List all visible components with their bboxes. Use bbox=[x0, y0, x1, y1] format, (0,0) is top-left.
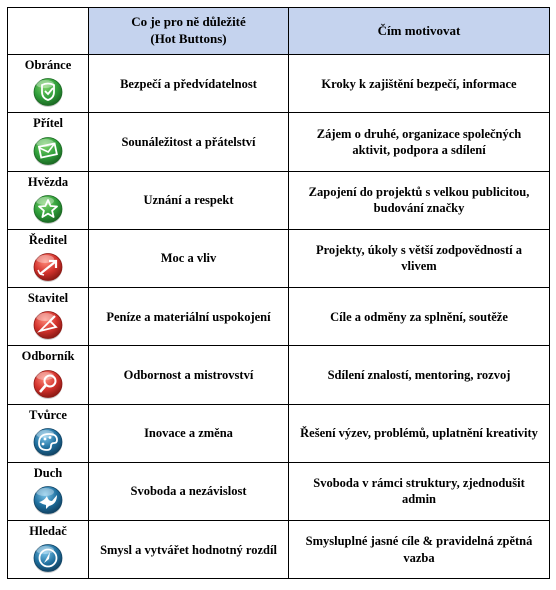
type-name: Odborník bbox=[21, 349, 75, 364]
hot-button-cell: Smysl a vytvářet hodnotný rozdíl bbox=[89, 521, 289, 579]
motivate-cell: Zapojení do projektů s velkou publicitou, budování značky bbox=[289, 171, 550, 229]
type-name: Přítel bbox=[33, 116, 63, 131]
table-row bbox=[8, 521, 550, 579]
motivate-cell: Cíle a odměny za splnění, soutěže bbox=[289, 288, 550, 346]
type-cell bbox=[8, 462, 89, 520]
motivate-cell: Svoboda v rámci struktury, zjednodušit admin bbox=[289, 462, 550, 520]
hot-button-cell: Peníze a materiální uspokojení bbox=[89, 288, 289, 346]
type-name: Duch bbox=[33, 465, 63, 480]
motivate-cell: Sdílení znalostí, mentoring, rozvoj bbox=[289, 346, 550, 404]
table-row bbox=[8, 55, 550, 113]
motivate-cell: Smysluplné jasné cíle & pravidelná zpětná vazba bbox=[289, 521, 550, 579]
hot-button-cell: Sounáležitost a přátelství bbox=[89, 113, 289, 171]
type-name: Hvězda bbox=[27, 174, 69, 189]
header-hot-buttons bbox=[89, 8, 289, 55]
type-name: Hledač bbox=[29, 524, 67, 538]
header-hot-line1: Co je pro ně důležité bbox=[131, 14, 246, 30]
arrow-icon bbox=[28, 249, 68, 285]
type-name: Stavitel bbox=[27, 291, 69, 305]
table-row bbox=[8, 113, 550, 171]
table-row bbox=[8, 229, 550, 287]
type-cell bbox=[8, 171, 89, 229]
motivate-cell: Projekty, úkoly s větší zodpovědností a vlivem bbox=[289, 229, 550, 287]
type-cell bbox=[8, 113, 89, 171]
hot-button-cell: Inovace a změna bbox=[89, 404, 289, 462]
envelope-icon bbox=[28, 133, 68, 169]
type-cell bbox=[8, 521, 89, 579]
table-row bbox=[8, 171, 550, 229]
type-name: Tvůrce bbox=[29, 407, 67, 422]
magnifier-icon bbox=[28, 366, 68, 402]
header-corner-cell bbox=[8, 8, 89, 55]
header-hot-line2: (Hot Buttons) bbox=[150, 31, 227, 46]
hot-button-cell: Uznání a respekt bbox=[89, 171, 289, 229]
header-motivate: Čím motivovat bbox=[289, 8, 550, 55]
compass-icon bbox=[28, 540, 68, 576]
type-cell bbox=[8, 288, 89, 346]
hot-button-cell: Odbornost a mistrovství bbox=[89, 346, 289, 404]
dove-icon bbox=[28, 482, 68, 518]
shield-hand-icon bbox=[28, 74, 68, 110]
star-icon bbox=[28, 191, 68, 227]
table-row bbox=[8, 404, 550, 462]
table-row bbox=[8, 288, 550, 346]
type-cell bbox=[8, 346, 89, 404]
header-row bbox=[8, 8, 550, 55]
palette-icon bbox=[28, 424, 68, 460]
hot-button-cell: Bezpečí a předvídatelnost bbox=[89, 55, 289, 113]
motivate-cell: Kroky k zajištění bezpečí, informace bbox=[289, 55, 550, 113]
motivation-table bbox=[7, 7, 550, 579]
trowel-icon bbox=[28, 307, 68, 343]
table-row bbox=[8, 462, 550, 520]
hot-button-cell: Svoboda a nezávislost bbox=[89, 462, 289, 520]
motivate-cell: Řešení výzev, problémů, uplatnění kreativity bbox=[289, 404, 550, 462]
type-cell bbox=[8, 404, 89, 462]
type-name: Ředitel bbox=[28, 232, 68, 247]
type-cell bbox=[8, 229, 89, 287]
type-cell bbox=[8, 55, 89, 113]
table-row bbox=[8, 346, 550, 404]
type-name: Obránce bbox=[24, 58, 72, 72]
motivate-cell: Zájem o druhé, organizace společných aktivit, podpora a sdílení bbox=[289, 113, 550, 171]
hot-button-cell: Moc a vliv bbox=[89, 229, 289, 287]
